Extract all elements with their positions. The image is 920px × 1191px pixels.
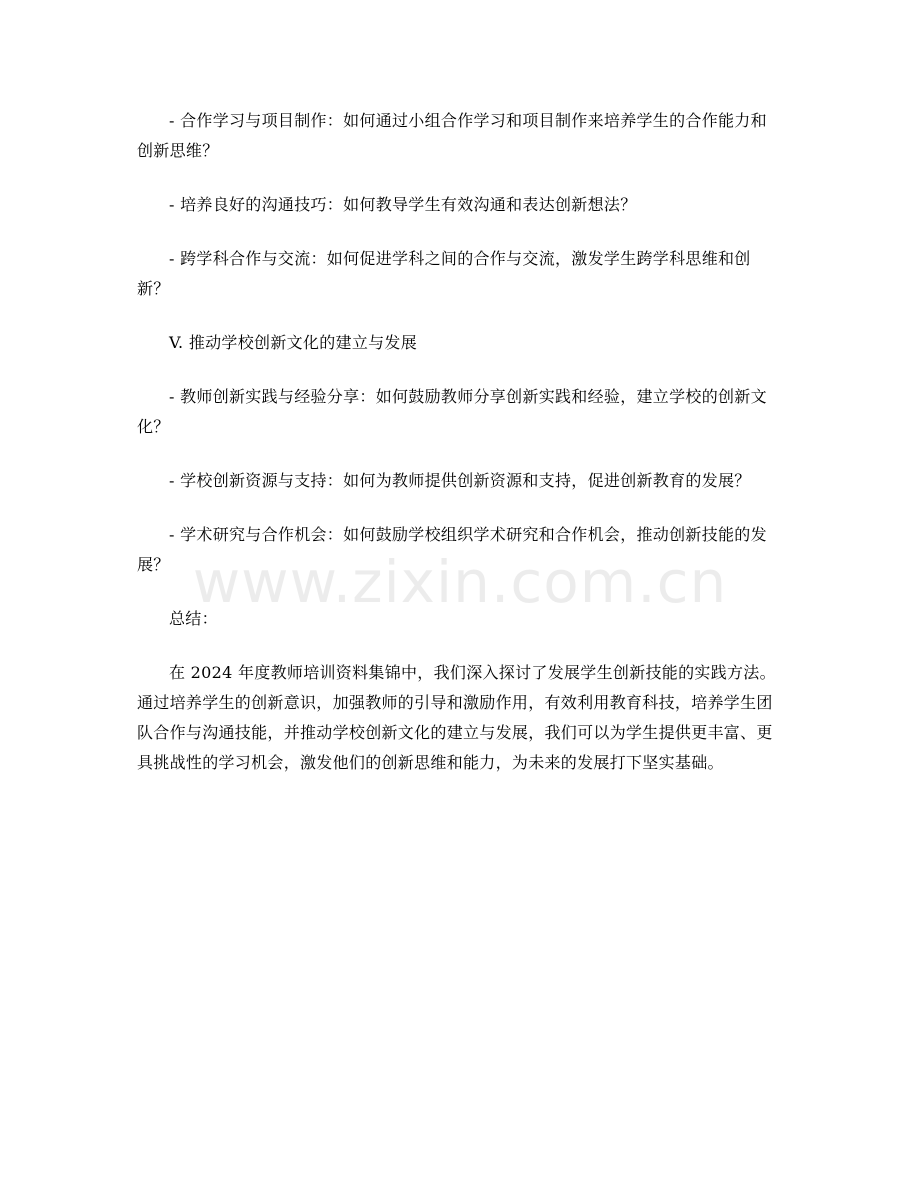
summary-paragraph: 在 2024 年度教师培训资料集锦中，我们深入探讨了发展学生创新技能的实践方法。通过培养学生的创新意识，加强教师的引导和激励作用，有效利用教育科技，培养学生团队合作与沟通技能，并推动学校创新文化的建立与发展，我们可以为学生提供更丰富、更具挑战性的学习机会，激发他们的创新思维和能力，为未来的发展打下坚实基础。 xyxy=(137,663,776,772)
summary-heading: 总结： xyxy=(169,609,218,628)
paragraph-communication-skills: - 培养良好的沟通技巧：如何教导学生有效沟通和表达创新想法？ xyxy=(169,195,637,214)
document-body xyxy=(137,106,782,802)
paragraph-cooperative-learning: - 合作学习与项目制作：如何通过小组合作学习和项目制作来培养学生的合作能力和创新思维？ xyxy=(137,111,767,160)
section-heading-v: V. 推动学校创新文化的建立与发展 xyxy=(169,333,418,352)
paragraph-academic-research: - 学术研究与合作机会：如何鼓励学校组织学术研究和合作机会，推动创新技能的发展？ xyxy=(137,525,767,574)
paragraph-interdisciplinary: - 跨学科合作与交流：如何促进学科之间的合作与交流，激发学生跨学科思维和创新？ xyxy=(137,249,751,298)
watermark-text: www.zixin.com.cn xyxy=(192,548,728,616)
paragraph-school-resources: - 学校创新资源与支持：如何为教师提供创新资源和支持，促进创新教育的发展？ xyxy=(169,471,751,490)
paragraph-teacher-innovation: - 教师创新实践与经验分享：如何鼓励教师分享创新实践和经验，建立学校的创新文化？ xyxy=(137,387,767,436)
